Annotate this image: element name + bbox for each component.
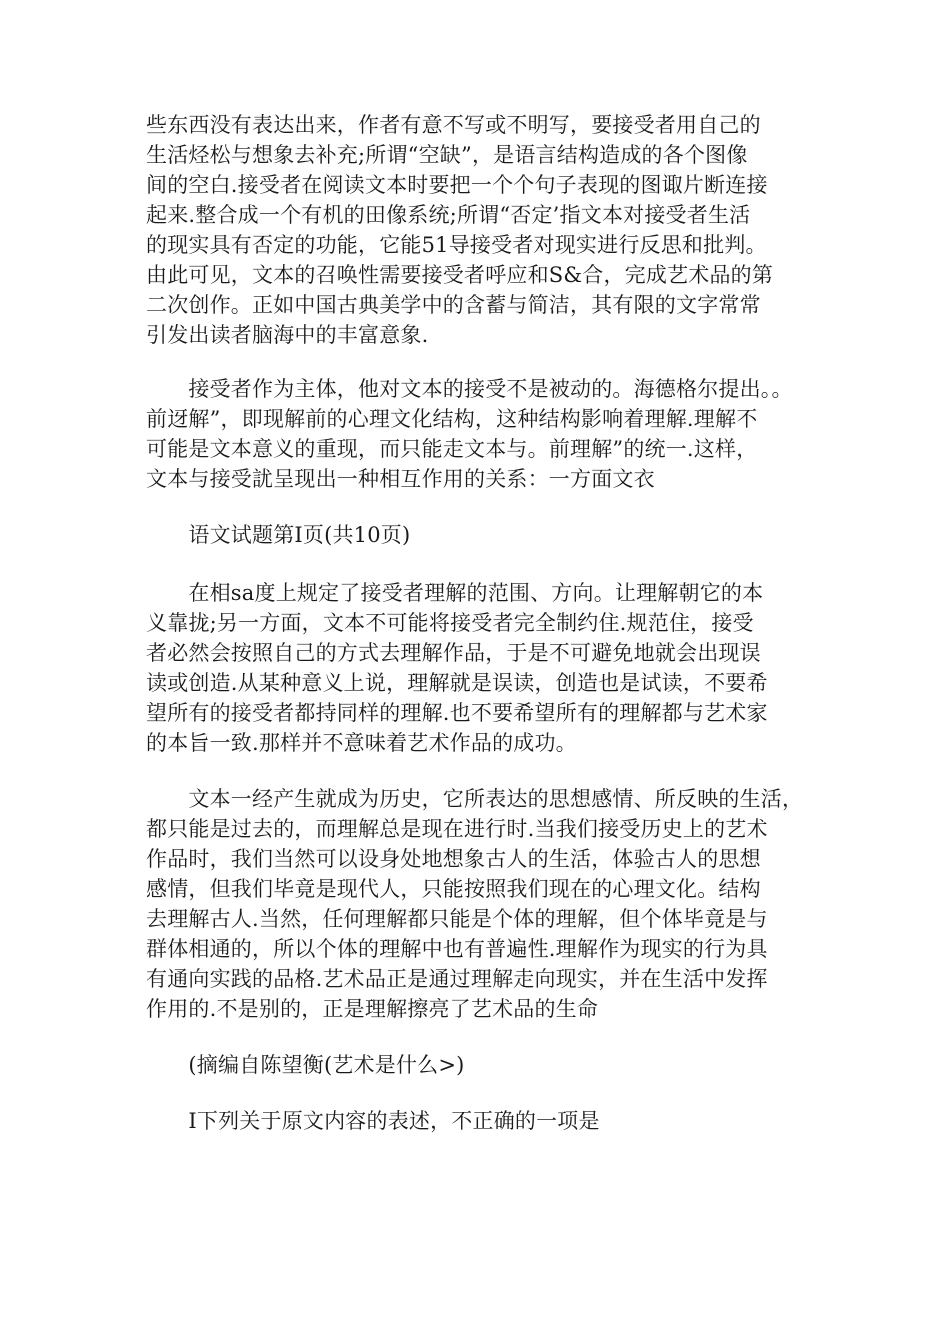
text-line: 感情，但我们毕竟是现代人，只能按照我们现在的心理文化。结构 — [146, 877, 761, 901]
text-line: 在相sa度上规定了接受者理解的范围、方向。让理解朝它的本 — [146, 581, 764, 605]
page-footer-note — [146, 520, 816, 550]
text-line: 接受者作为主体，他对文本的接受不是被动的。海德格尔提出。。 — [146, 377, 793, 401]
text-line: 作品时，我们当然可以设身处地想象古人的生活，体验古人的思想 — [146, 847, 761, 871]
text-line: 群体相通的，所以个体的理解中也有普遍性.理解作为现实的行为具 — [146, 937, 768, 961]
page-number-line: 语文试题第I页(共10页) — [146, 523, 411, 547]
text-line: 作用的.不是别的，正是理解擦亮了艺术品的生命 — [146, 997, 599, 1021]
paragraph-2 — [146, 374, 816, 494]
document-page — [146, 110, 816, 1136]
text-line: 由此可见，文本的召唤性需要接受者呼应和S&合，完成艺术品的第 — [146, 263, 774, 287]
text-line: 文本一经产生就成为历史，它所表达的思想感情、所反映的生活， — [146, 787, 804, 811]
source-citation — [146, 1050, 816, 1080]
text-line: 去理解古人.当然，任何理解都只能是个体的理解，但个体毕竟是与 — [146, 907, 768, 931]
text-line: 起来.整合成一个有机的田像系统;所谓“否定’指文本对接受者生活 — [146, 203, 751, 227]
paragraph-4 — [146, 784, 816, 1024]
text-line: 读或创造.从某种意义上说，理解就是误读，创造也是试读，不要希 — [146, 671, 768, 695]
text-line: 生活烃松与想象去补充;所谓“空缺”，是语言结构造成的各个图像 — [146, 143, 748, 167]
paragraph-3 — [146, 578, 816, 758]
paragraph-1 — [146, 110, 816, 350]
text-line: 义靠拢;另一方面，文本不可能将接受者完全制约住.规范住，接受 — [146, 611, 754, 635]
text-line: 者必然会按照自己的方式去理解作品，于是不可避免地就会出现误 — [146, 641, 761, 665]
question-line: I下列关于原文内容的表述，不正确的一项是 — [146, 1109, 600, 1133]
text-line: 引发出读者脑海中的丰富意象. — [146, 323, 429, 347]
text-line: 望所有的接受者都持同样的理解.也不要希望所有的理解都与艺术家 — [146, 701, 768, 725]
text-line: 文本与接受訧呈现出一种相互作用的关系：一方面文衣 — [146, 467, 655, 491]
text-line: 二次创作。正如中国古典美学中的含蓄与简洁，其有限的文字常常 — [146, 293, 761, 317]
citation-line: (摘编自陈望衡(艺术是什么>) — [146, 1053, 465, 1077]
text-line: 的现实具有否定的功能，它能51导接受者对现实进行反思和批判。 — [146, 233, 767, 257]
text-line: 前迓解”，即现解前的心理文化结构，这种结构影响着理解.理解不 — [146, 407, 758, 431]
text-line: 都只能是过去的，而理解总是现在进行时.当我们接受历史上的艺术 — [146, 817, 768, 841]
text-line: 间的空白.接受者在阅读文本时要把一个个句子表现的图诹片断连接 — [146, 173, 768, 197]
text-line: 的本旨一致.那样并不意味着艺术作品的成功。 — [146, 731, 577, 755]
text-line: 有通向实践的品格.艺术品正是通过理解走向现实，并在生活中发挥 — [146, 967, 768, 991]
text-line: 些东西没有表达出来，作者有意不写或不明写，要接受者用自己的 — [146, 113, 761, 137]
question-1 — [146, 1106, 816, 1136]
text-line: 可能是文本意义的重现，而只能走文本与。前理解”的统一.这样， — [146, 437, 758, 461]
